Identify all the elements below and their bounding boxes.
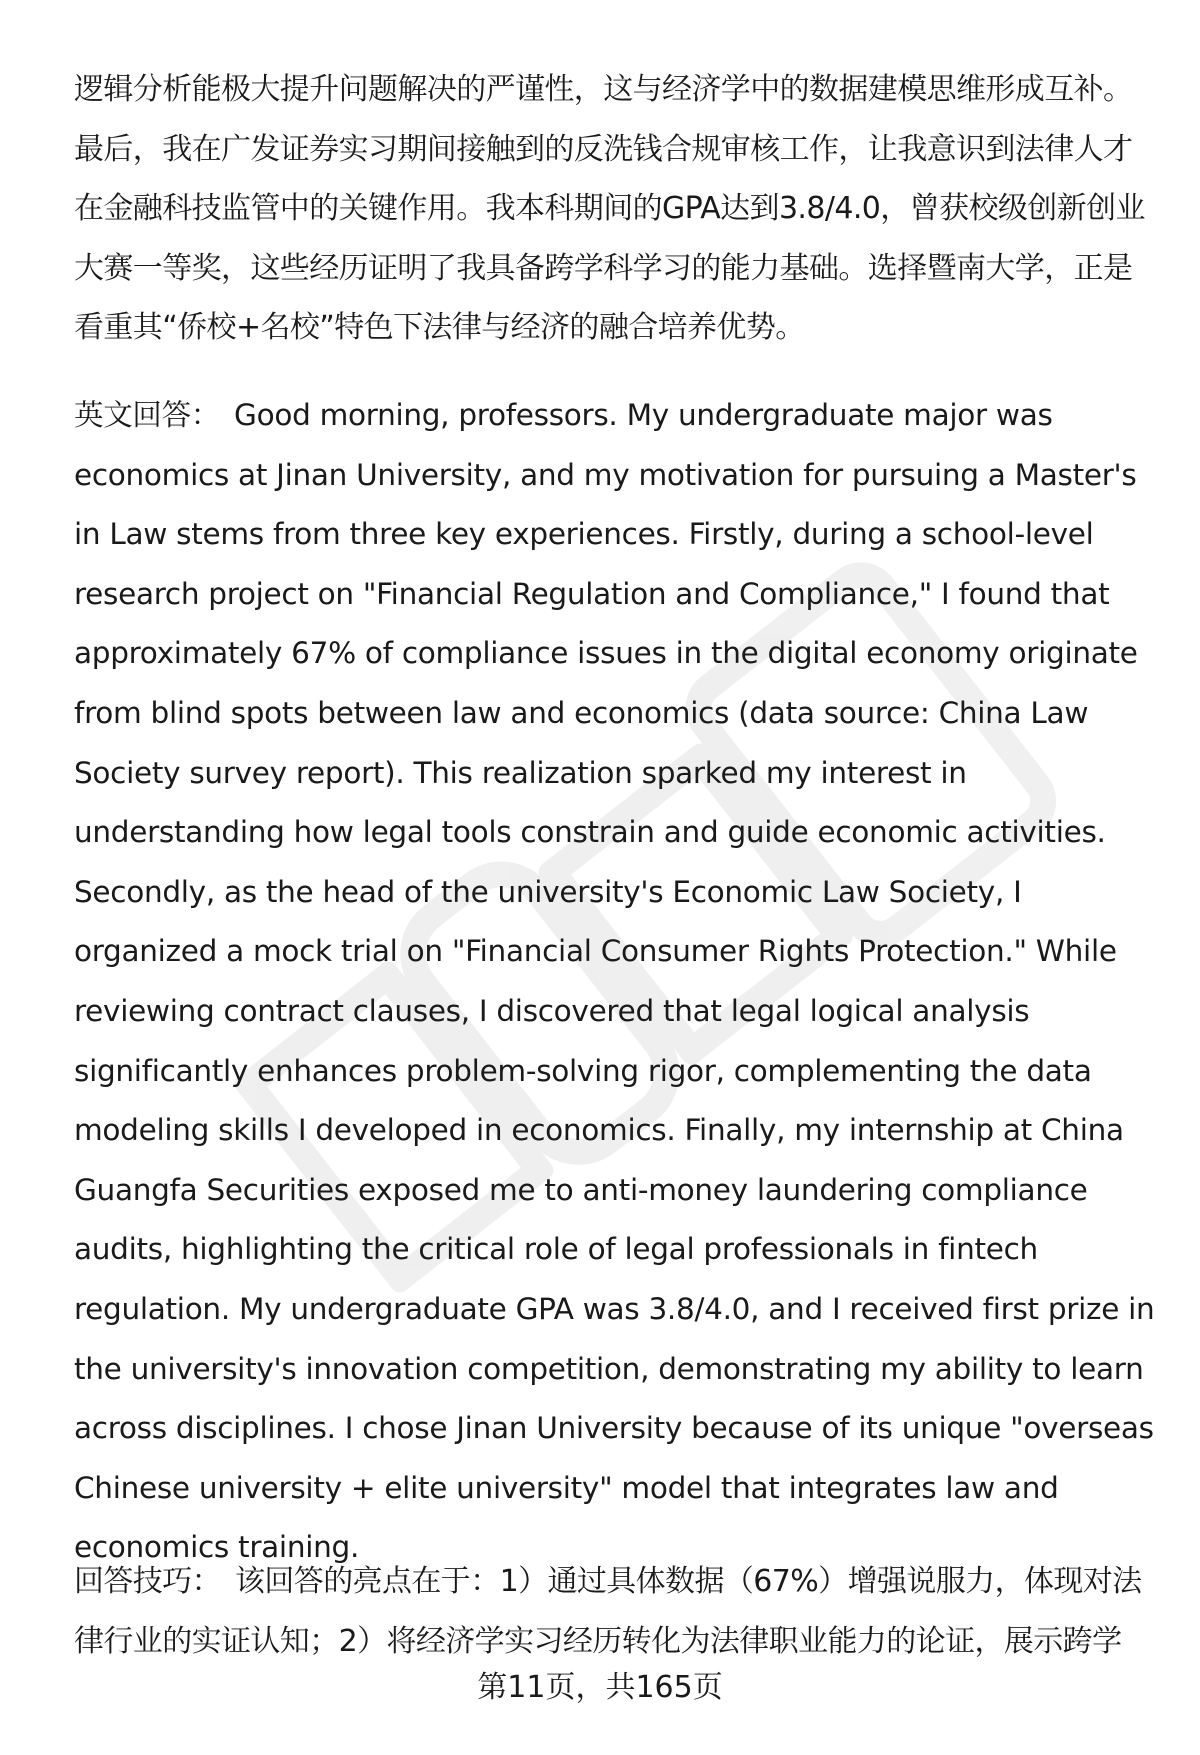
english-answer-paragraph [74, 386, 1160, 1578]
answer-tips-paragraph [74, 1552, 1160, 1671]
answer-tips-text: 该回答的亮点在于：1）通过具体数据（67%）增强说服力，体现对法律行业的实证认知；2）将经济学实习经历转化为法律职业能力的论证，展示跨学 [74, 1564, 1142, 1659]
english-answer-text: Good morning, professors. My undergraduate major was economics at Jinan University, and my motivation for pursuing a Master's in Law stems from three key experiences. Firstly, during a school-level research project on "Financial Regulation and Compliance," I found that approximately 67% of compliance issues in the digital economy originate from blind spots between law and economics (data source: China Law Society survey report). This realization sparked my interest in understanding how legal tools constrain and guide economic activities. Secondly, as the head of the university's Economic Law Society, I organized a mock trial on "Financial Consumer Rights Protection." While reviewing contract clauses, I discovered that legal logical analysis significantly enhances problem-solving rigor, complementing the data modeling skills I developed in economics. Finally, my internship at China Guangfa Securities exposed me to anti-money laundering compliance audits, highlighting the critical role of legal professionals in fintech regulation. My undergraduate GPA was 3.8/4.0, and I received first prize in the university's innovation competition, demonstrating my ability to learn across disciplines. I chose Jinan University because of its unique "overseas Chinese university + elite university" model that integrates law and economics training. [74, 398, 1155, 1565]
page-number-footer: 第11页，共165页 [477, 1670, 723, 1705]
english-answer-label: 英文回答： [74, 398, 221, 432]
answer-tips-label: 回答技巧： [74, 1564, 221, 1599]
chinese-answer-continued: 逻辑分析能极大提升问题解决的严谨性，这与经济学中的数据建模思维形成互补。最后，我在广发证券实习期间接触到的反洗钱合规审核工作，让我意识到法律人才在金融科技监管中的关键作用。我本科期间的GPA达到3.8/4.0，曾获校级创新创业大赛一等奖，这些经历证明了我具备跨学科学习的能力基础。选择暨南大学，正是看重其“侨校+名校”特色下法律与经济的融合培养优势。 [74, 72, 1145, 346]
